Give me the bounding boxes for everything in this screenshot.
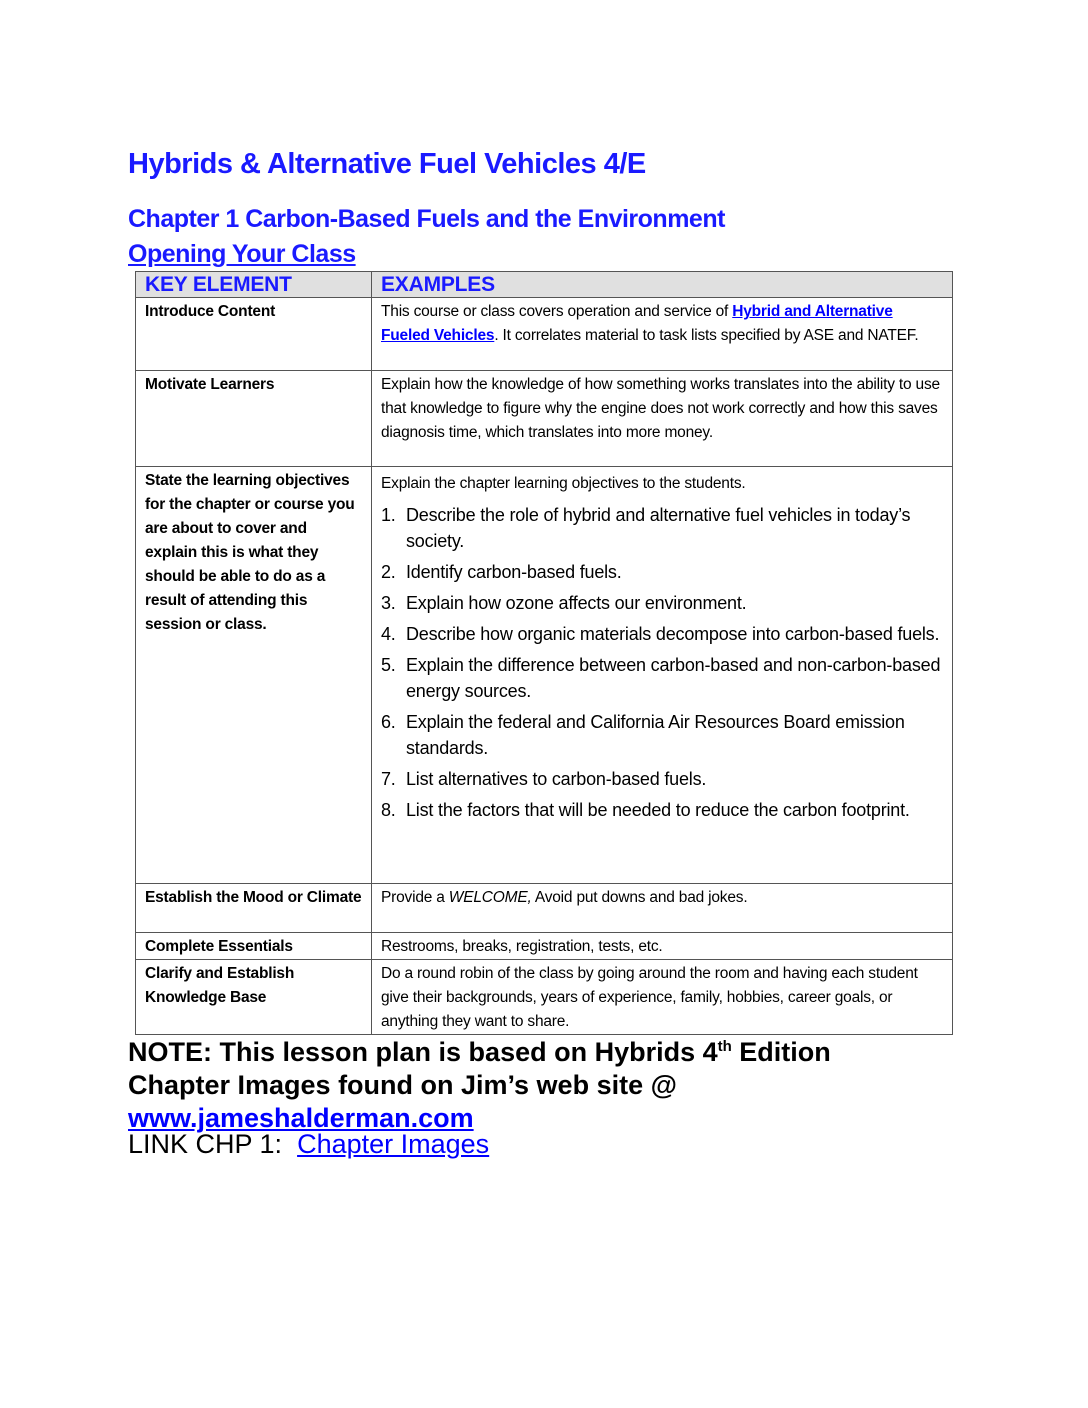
objective-item <box>381 590 943 616</box>
example-cell: Explain how the knowledge of how something works translates into the ability to use that knowledge to figure why the engine does not work correctly and how this saves diagnosis time, which translates into more money. <box>372 371 953 467</box>
table-row <box>136 933 953 960</box>
text: Provide a <box>381 889 449 906</box>
objective-text: Explain how ozone affects our environment. <box>406 593 747 613</box>
chapter-images-link[interactable]: Chapter Images <box>297 1129 490 1159</box>
objective-item <box>381 652 943 704</box>
text: . It correlates material to task lists specified by ASE and NATEF. <box>494 327 919 344</box>
objective-item <box>381 766 943 792</box>
objective-text: Explain the federal and California Air Resources Board emission standards. <box>406 712 905 758</box>
table-row <box>136 371 953 467</box>
objective-number: 7. <box>381 769 396 789</box>
example-cell <box>372 884 953 933</box>
website-link[interactable]: www.jameshalderman.com <box>128 1103 474 1133</box>
objective-number: 1. <box>381 505 396 525</box>
objective-text: List alternatives to carbon-based fuels. <box>406 769 707 789</box>
header-examples: EXAMPLES <box>372 272 953 298</box>
chapter-link-line <box>128 1128 489 1161</box>
note-text: NOTE: This lesson plan is based on Hybrids 4 <box>128 1037 718 1067</box>
objective-text: Explain the difference between carbon-based and non-carbon-based energy sources. <box>406 655 941 701</box>
text: WELCOME, <box>448 889 532 906</box>
key-cell: Motivate Learners <box>136 371 372 467</box>
objective-text: Describe the role of hybrid and alternative fuel vehicles in today’s society. <box>406 505 911 551</box>
opening-your-class-link[interactable]: Opening Your Class <box>128 240 356 268</box>
objective-text: Describe how organic materials decompose into carbon-based fuels. <box>406 624 940 644</box>
objective-text: List the factors that will be needed to reduce the carbon footprint. <box>406 800 910 820</box>
objective-number: 2. <box>381 562 396 582</box>
example-cell: Do a round robin of the class by going around the room and having each student give their backgrounds, years of experience, family, hobbies, career goals, or anything they want to share. <box>372 960 953 1035</box>
objective-number: 6. <box>381 712 396 732</box>
key-cell: Introduce Content <box>136 298 372 371</box>
example-cell <box>372 298 953 371</box>
note-text: Chapter Images found on Jim’s web site @ <box>128 1070 677 1100</box>
text: This course or class covers operation and service of <box>381 303 733 320</box>
objective-item <box>381 559 943 585</box>
text: Avoid put downs and bad jokes. <box>531 889 748 906</box>
key-cell: Complete Essentials <box>136 933 372 960</box>
objectives-list <box>381 502 943 823</box>
table-row <box>136 467 953 884</box>
hybrid-vehicles-link[interactable]: Hybrid and Alternative Fueled Vehicles <box>381 303 893 344</box>
document-title: Hybrids & Alternative Fuel Vehicles 4/E <box>128 148 646 180</box>
header-key-element: KEY ELEMENT <box>136 272 372 298</box>
objective-number: 5. <box>381 655 396 675</box>
table-header-row <box>136 272 953 298</box>
objective-number: 8. <box>381 800 396 820</box>
table-row <box>136 960 953 1035</box>
link-label: LINK CHP 1: <box>128 1129 298 1159</box>
objective-text: Identify carbon-based fuels. <box>406 562 622 582</box>
chapter-heading: Chapter 1 Carbon-Based Fuels and the Environment <box>128 205 725 233</box>
note-text: Edition <box>731 1037 831 1067</box>
example-cell <box>372 467 953 884</box>
objective-item <box>381 709 943 761</box>
objective-item <box>381 502 943 554</box>
example-cell: Restrooms, breaks, registration, tests, etc. <box>372 933 953 960</box>
key-cell: Clarify and Establish Knowledge Base <box>136 960 372 1035</box>
key-cell: Establish the Mood or Climate <box>136 884 372 933</box>
objective-item <box>381 621 943 647</box>
key-cell: State the learning objectives for the chapter or course you are about to cover and explain this is what they should be able to do as a result of attending this session or class. <box>136 467 372 884</box>
objective-item <box>381 797 943 823</box>
objectives-intro: Explain the chapter learning objectives to the students. <box>381 475 746 492</box>
objective-number: 3. <box>381 593 396 613</box>
lesson-table <box>135 271 953 1035</box>
objective-number: 4. <box>381 624 396 644</box>
table-row <box>136 884 953 933</box>
table-row <box>136 298 953 371</box>
note-sup: th <box>717 1038 732 1055</box>
note <box>128 1030 831 1135</box>
